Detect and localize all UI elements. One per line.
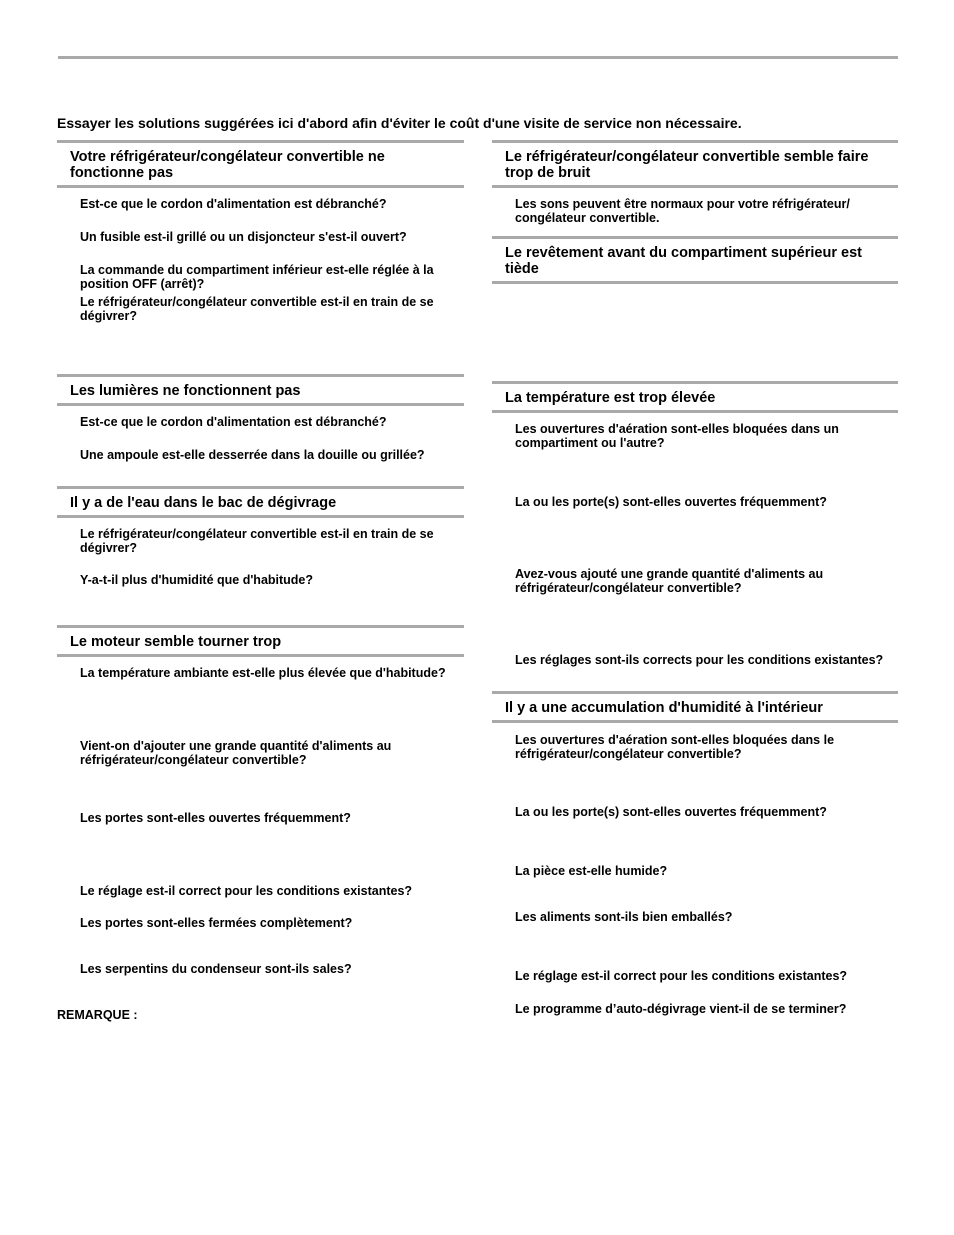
question: Les réglages sont-ils corrects pour les conditions existantes? — [515, 653, 884, 667]
question: La pièce est-elle humide? — [515, 864, 668, 878]
question: Le réglage est-il correct pour les conditions existantes? — [80, 884, 413, 898]
section-heading-warm-front: Le revêtement avant du compartiment supérieur est tiède — [492, 236, 898, 284]
question: Le programme d’auto-dégivrage vient-il de se terminer? — [515, 1002, 847, 1016]
section-heading-water-pan: Il y a de l'eau dans le bac de dégivrage — [57, 486, 464, 518]
question: La commande du compartiment inférieur est-elle réglée à la position OFF (arrêt)? — [80, 263, 434, 291]
question: Le réfrigérateur/congélateur convertible est-il en train de se dégivrer? — [80, 527, 434, 555]
section-heading-moisture: Il y a une accumulation d'humidité à l'intérieur — [492, 691, 898, 723]
section-heading-temp-high: La température est trop élevée — [492, 381, 898, 413]
question: Y-a-t-il plus d'humidité que d'habitude? — [80, 573, 314, 587]
question: Les aliments sont-ils bien emballés? — [515, 910, 733, 924]
question: La ou les porte(s) sont-elles ouvertes fréquemment? — [515, 805, 827, 819]
section-heading-lights: Les lumières ne fonctionnent pas — [57, 374, 464, 406]
note-label: REMARQUE : — [57, 1008, 138, 1022]
question: Le réglage est-il correct pour les conditions existantes? — [515, 969, 848, 983]
question: Vient-on d'ajouter une grande quantité d'aliments au réfrigérateur/congélateur convertible? — [80, 739, 392, 767]
section-heading-motor: Le moteur semble tourner trop — [57, 625, 464, 657]
question: La température ambiante est-elle plus élevée que d'habitude? — [80, 666, 446, 680]
question: Les ouvertures d'aération sont-elles bloquées dans un compartiment ou l'autre? — [515, 422, 839, 450]
question: Les portes sont-elles ouvertes fréquemment? — [80, 811, 351, 825]
question: La ou les porte(s) sont-elles ouvertes fréquemment? — [515, 495, 827, 509]
section-heading-not-working: Votre réfrigérateur/congélateur convertible ne fonctionne pas — [57, 140, 464, 188]
question: Un fusible est-il grillé ou un disjoncteur s'est-il ouvert? — [80, 230, 407, 244]
question: Les portes sont-elles fermées complètement? — [80, 916, 353, 930]
question: Avez-vous ajouté une grande quantité d'aliments au réfrigérateur/congélateur convertible? — [515, 567, 824, 595]
question: Est-ce que le cordon d'alimentation est débranché? — [80, 415, 387, 429]
top-rule — [58, 56, 898, 59]
question: Les sons peuvent être normaux pour votre réfrigérateur/ congélateur convertible. — [515, 197, 850, 225]
question: Les ouvertures d'aération sont-elles bloquées dans le réfrigérateur/congélateur convertible? — [515, 733, 835, 761]
question: Les serpentins du condenseur sont-ils sales? — [80, 962, 352, 976]
question: Est-ce que le cordon d'alimentation est débranché? — [80, 197, 387, 211]
intro-text: Essayer les solutions suggérées ici d'abord afin d'éviter le coût d'une visite de service non nécessaire. — [57, 115, 742, 131]
question: Le réfrigérateur/congélateur convertible est-il en train de se dégivrer? — [80, 295, 434, 323]
question: Une ampoule est-elle desserrée dans la douille ou grillée? — [80, 448, 425, 462]
section-heading-noise: Le réfrigérateur/congélateur convertible semble faire trop de bruit — [492, 140, 898, 188]
